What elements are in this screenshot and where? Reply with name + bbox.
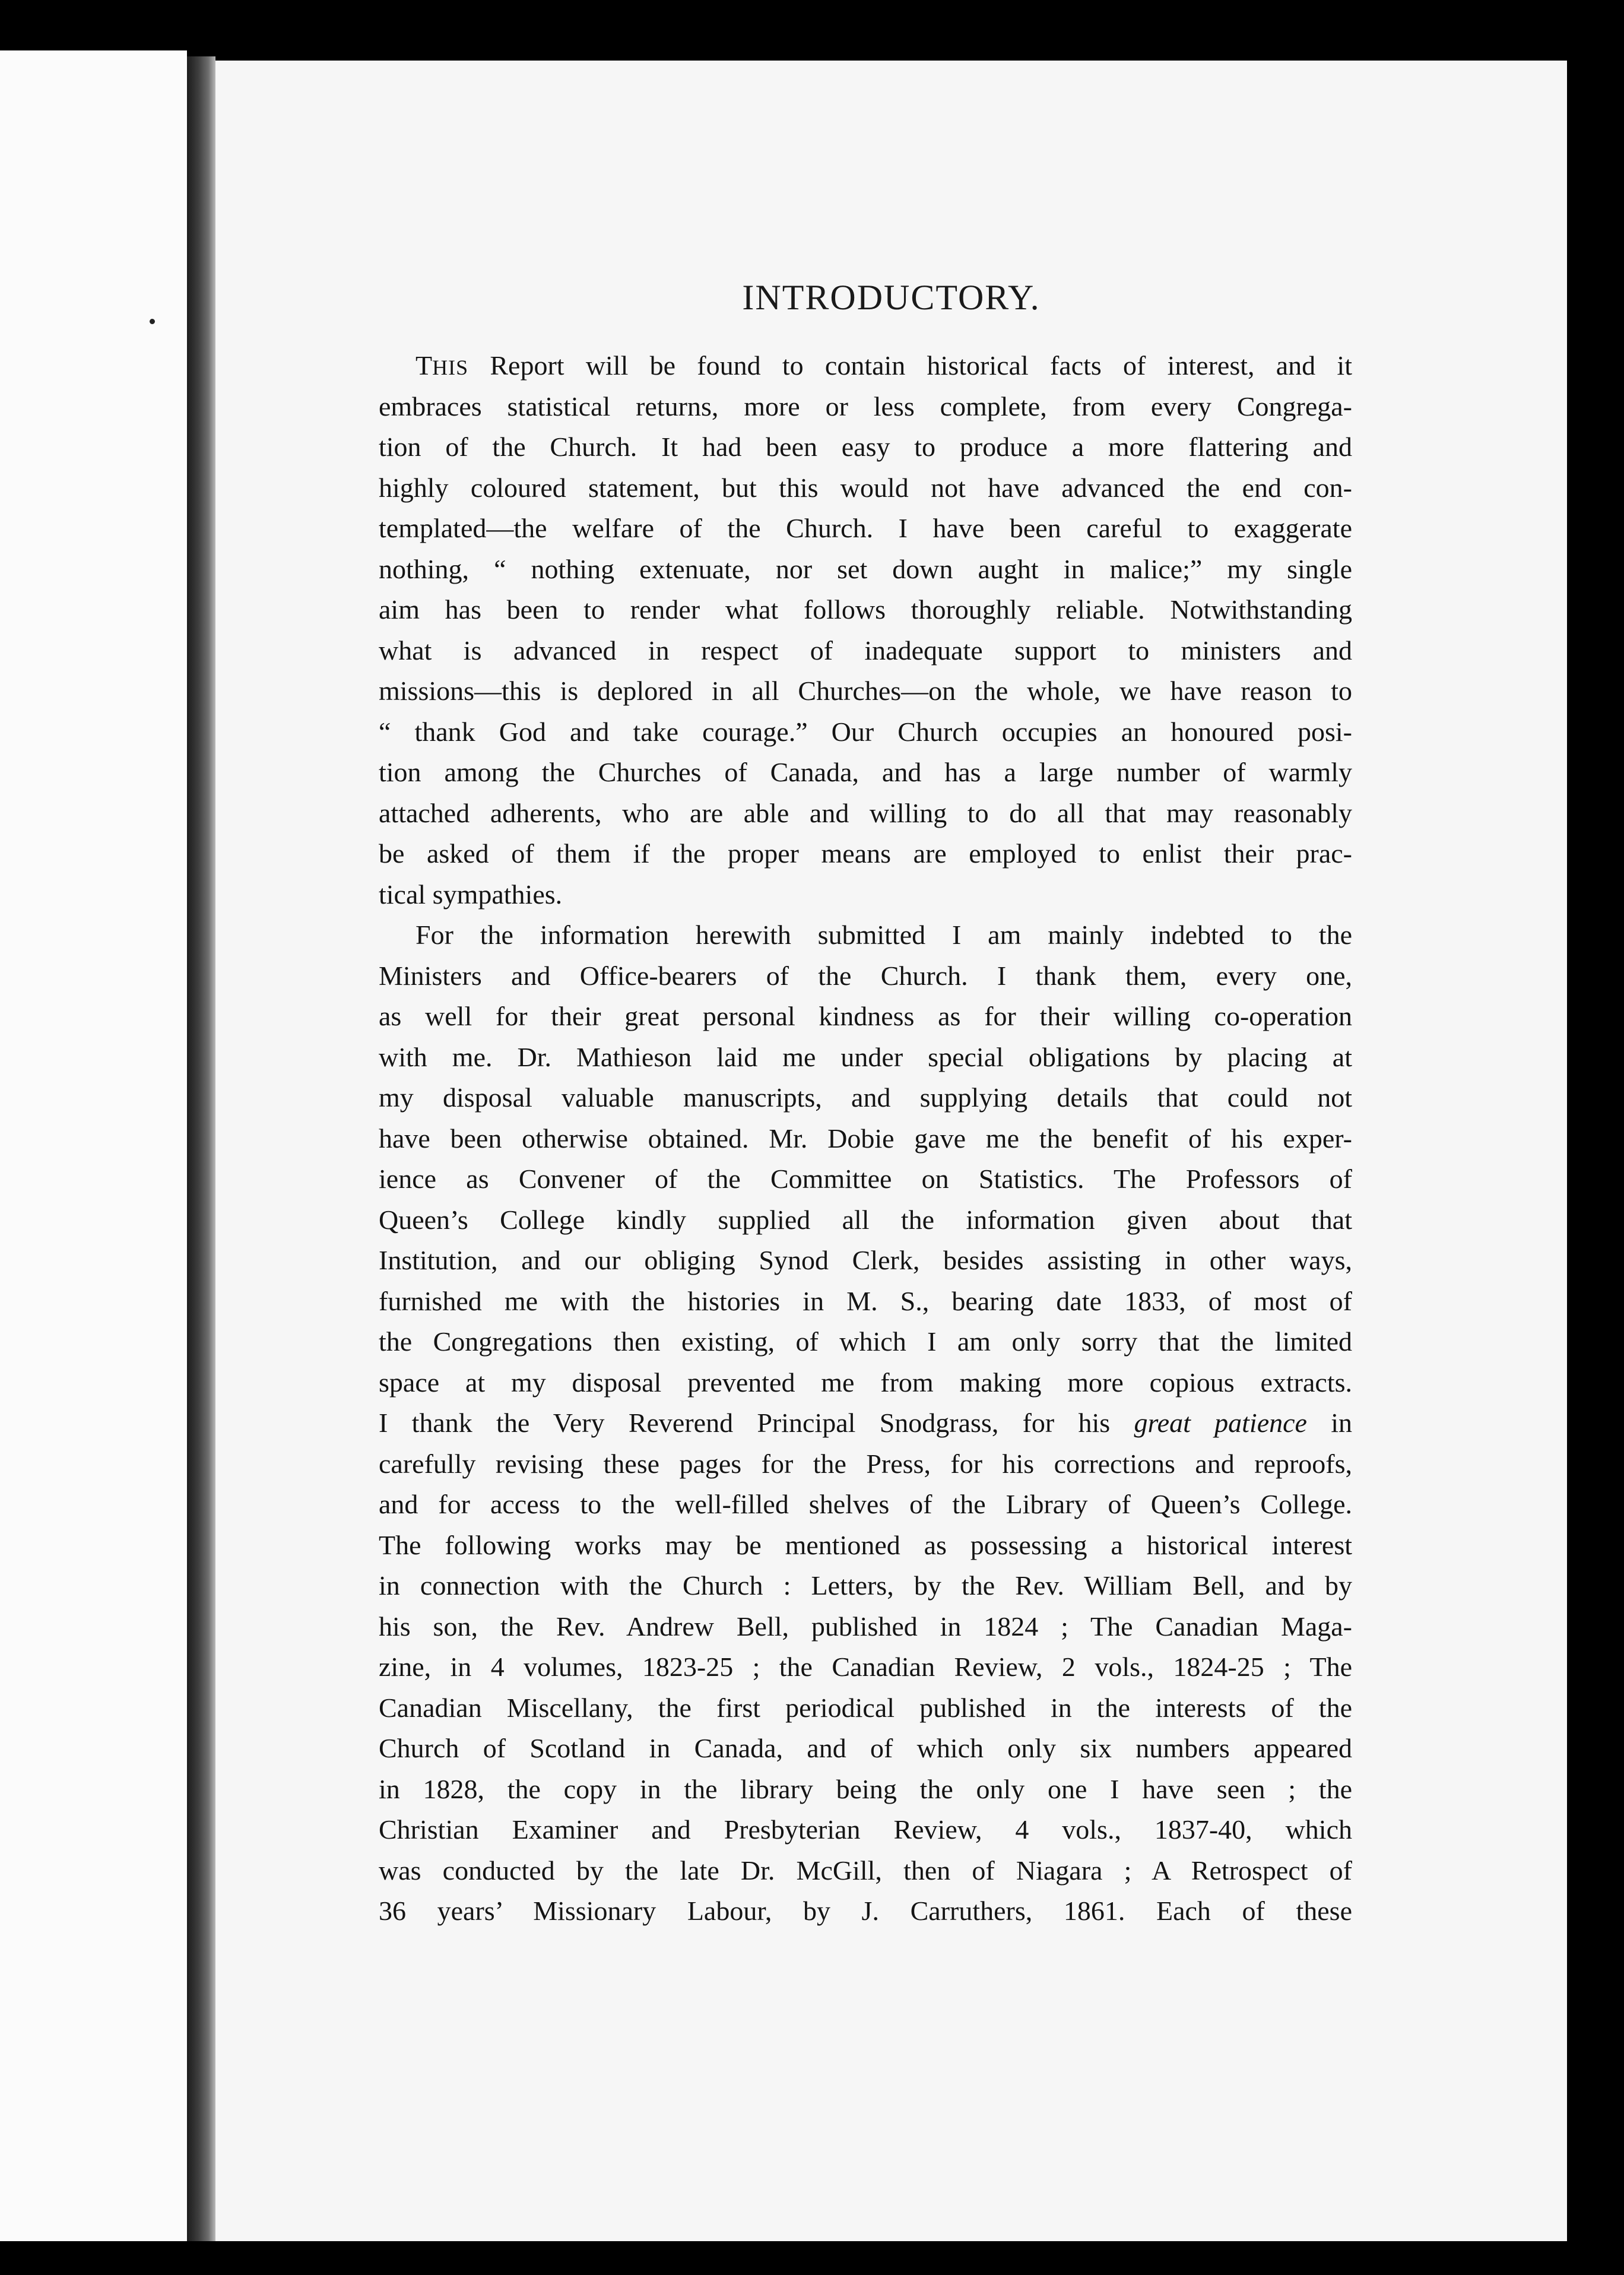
text-line: what is advanced in respect of inadequate support to ministers and	[379, 635, 1352, 666]
text-line: his son, the Rev. Andrew Bell, published in 1824 ; The Canadian Maga-	[379, 1611, 1352, 1642]
facing-page	[0, 50, 187, 2241]
text-line: be asked of them if the proper means are employed to enlist their prac-	[379, 838, 1352, 869]
text-line: 36 years’ Missionary Labour, by J. Carruthers, 1861. Each of these	[379, 1896, 1352, 1926]
book-page	[215, 61, 1567, 2241]
text-line: and for access to the well-filled shelves of the Library of Queen’s College.	[379, 1489, 1352, 1519]
text-line: missions—this is deplored in all Churches—on the whole, we have reason to	[379, 676, 1352, 706]
text-line: Canadian Miscellany, the first periodical published in the interests of the	[379, 1692, 1352, 1723]
text-line: zine, in 4 volumes, 1823-25 ; the Canadian Review, 2 vols., 1824-25 ; The	[379, 1652, 1352, 1682]
text-line: Queen’s College kindly supplied all the information given about that	[379, 1204, 1352, 1235]
text-line: highly coloured statement, but this would not have advanced the end con-	[379, 472, 1352, 503]
text-line: the Congregations then existing, of which I am only sorry that the limited	[379, 1326, 1352, 1357]
body-text	[379, 346, 1352, 1932]
text-line: ience as Convener of the Committee on Statistics. The Professors of	[379, 1164, 1352, 1194]
text-line: aim has been to render what follows thoroughly reliable. Notwithstanding	[379, 594, 1352, 625]
text-line: nothing, “ nothing extenuate, nor set down aught in malice;” my single	[379, 553, 1352, 584]
text-line: embraces statistical returns, more or less complete, from every Congrega-	[379, 391, 1352, 422]
book-gutter	[187, 56, 215, 2241]
text-line: Ministers and Office-bearers of the Church. I thank them, every one,	[379, 960, 1352, 991]
text-line: templated—the welfare of the Church. I have been careful to exaggerate	[379, 513, 1352, 543]
page-heading: INTRODUCTORY.	[742, 278, 1041, 317]
text-line: Institution, and our obliging Synod Clerk, besides assisting in other ways,	[379, 1245, 1352, 1275]
text-line: furnished me with the histories in M. S., bearing date 1833, of most of	[379, 1285, 1352, 1316]
text-line: I thank the Very Reverend Principal Snodgrass, for his great patience in	[379, 1408, 1353, 1438]
text-line: The following works may be mentioned as possessing a historical interest	[379, 1529, 1352, 1560]
text-line: in 1828, the copy in the library being the only one I have seen ; the	[379, 1773, 1352, 1804]
text-line: tion among the Churches of Canada, and has a large number of warmly	[379, 757, 1352, 787]
text-line: have been otherwise obtained. Mr. Dobie gave me the benefit of his exper-	[379, 1123, 1352, 1154]
text-line: in connection with the Church : Letters, by the Rev. William Bell, and by	[379, 1570, 1352, 1601]
text-line: THIS Report will be found to contain historical facts of interest, and it	[415, 350, 1352, 381]
text-line: attached adherents, who are able and willing to do all that may reasonably	[379, 797, 1352, 828]
text-line: tion of the Church. It had been easy to produce a more flattering and	[379, 432, 1352, 462]
text-line: For the information herewith submitted I am mainly indebted to the	[415, 920, 1352, 950]
text-line: space at my disposal prevented me from making more copious extracts.	[379, 1367, 1352, 1398]
text-line: as well for their great personal kindness as for their willing co-operation	[379, 1001, 1352, 1031]
text-line: tical sympathies.	[379, 879, 563, 910]
text-line: Church of Scotland in Canada, and of which only six numbers appeared	[379, 1733, 1352, 1763]
text-line: carefully revising these pages for the Press, for his corrections and reproofs,	[379, 1448, 1352, 1479]
text-line: “ thank God and take courage.” Our Church occupies an honoured posi-	[379, 716, 1352, 747]
text-line: my disposal valuable manuscripts, and supplying details that could not	[379, 1082, 1352, 1113]
text-line: with me. Dr. Mathieson laid me under special obligations by placing at	[379, 1041, 1352, 1072]
text-line: was conducted by the late Dr. McGill, then of Niagara ; A Retrospect of	[379, 1855, 1352, 1886]
text-line: Christian Examiner and Presbyterian Review, 4 vols., 1837-40, which	[379, 1814, 1352, 1845]
ink-speck	[150, 319, 155, 324]
